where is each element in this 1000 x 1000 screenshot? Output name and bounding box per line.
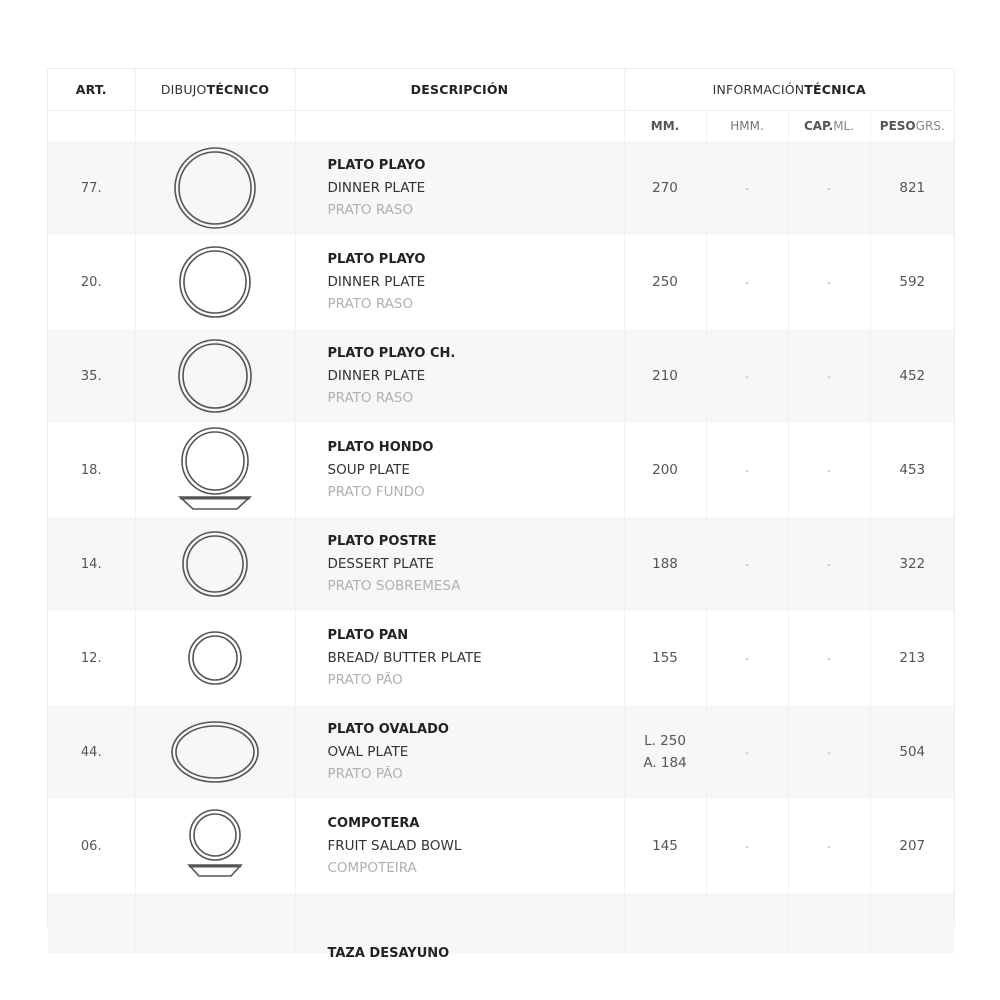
table-row	[48, 423, 954, 517]
subheader-peso-light: GRS.	[915, 119, 945, 133]
cap-value: -	[788, 235, 870, 329]
table-row	[48, 235, 954, 329]
name-english: FRUIT SALAD BOWL	[327, 838, 462, 854]
technical-drawing	[135, 799, 295, 893]
technical-drawing	[135, 611, 295, 705]
header-drawing-bold: TÉCNICO	[206, 82, 270, 97]
table-row	[48, 705, 954, 799]
name-portuguese: PRATO SOBREMESA	[327, 578, 461, 594]
name-spanish: PLATO OVALADO	[327, 722, 449, 737]
name-spanish: PLATO HONDO	[327, 440, 434, 455]
article-number: 14.	[48, 517, 135, 611]
cap-value: -	[788, 329, 870, 423]
cap-value: -	[788, 423, 870, 517]
header-tech-info	[624, 69, 954, 111]
weight-value: 452	[870, 329, 954, 423]
mm-primary: 188	[652, 556, 678, 572]
description	[295, 423, 624, 517]
article-number: 18.	[48, 423, 135, 517]
description	[295, 329, 624, 423]
mm-primary: 210	[652, 368, 678, 384]
subheader-cap-light: ML.	[833, 119, 855, 133]
hmm-value: -	[706, 799, 788, 893]
mm-value	[624, 611, 706, 705]
subheader-empty-desc	[295, 111, 624, 142]
weight-value: 453	[870, 423, 954, 517]
name-english: DINNER PLATE	[327, 274, 426, 290]
name-portuguese: PRATO RASO	[327, 390, 414, 406]
description	[295, 235, 624, 329]
header-art: ART.	[48, 69, 135, 111]
weight-value: 821	[870, 141, 954, 235]
name-english: BREAD/ BUTTER PLATE	[327, 650, 482, 666]
table-row	[48, 799, 954, 893]
name-portuguese: PRATO RASO	[327, 296, 414, 312]
cap-value: -	[788, 611, 870, 705]
product-spec-table	[47, 68, 955, 961]
oval-plate-icon	[165, 707, 265, 797]
description	[295, 705, 624, 799]
name-english: DINNER PLATE	[327, 368, 426, 384]
name-english: SOUP PLATE	[327, 462, 410, 478]
bowl-icon	[165, 801, 265, 891]
mm-value	[624, 235, 706, 329]
table-row	[48, 611, 954, 705]
name-spanish: COMPOTERA	[327, 816, 420, 831]
article-number: 06.	[48, 799, 135, 893]
technical-drawing	[135, 141, 295, 235]
article-number: 35.	[48, 329, 135, 423]
technical-drawing	[135, 329, 295, 423]
subheader-mm: MM.	[624, 111, 706, 142]
weight-value: 592	[870, 235, 954, 329]
name-english: DESSERT PLATE	[327, 556, 434, 572]
description	[295, 893, 624, 961]
description	[295, 517, 624, 611]
plate-icon	[165, 143, 265, 233]
mm-primary: 155	[652, 650, 678, 666]
hmm-value: -	[706, 611, 788, 705]
description	[295, 799, 624, 893]
name-spanish: PLATO PLAYO CH.	[327, 346, 456, 361]
mm-value	[624, 517, 706, 611]
plate-icon	[165, 613, 265, 703]
mm-primary: L. 250	[644, 733, 686, 749]
article-number: 20.	[48, 235, 135, 329]
table-row-partial	[48, 893, 954, 953]
technical-drawing	[135, 423, 295, 517]
mm-primary: 145	[652, 838, 678, 854]
article-number: 12.	[48, 611, 135, 705]
name-portuguese: PRATO PÃO	[327, 766, 403, 782]
article-number: 77.	[48, 141, 135, 235]
header-tech-info-light: INFORMACIÓN	[712, 82, 805, 97]
mm-secondary: A. 184	[643, 755, 687, 771]
weight-value: 207	[870, 799, 954, 893]
plate-icon	[165, 331, 265, 421]
table-row	[48, 141, 954, 235]
subheader-hmm: HMM.	[706, 111, 788, 142]
name-spanish: PLATO PAN	[327, 628, 409, 643]
subheader-empty-art	[48, 111, 135, 142]
header-tech-info-bold: TÉCNICA	[804, 82, 866, 97]
mm-value	[624, 329, 706, 423]
subheader-peso	[870, 111, 954, 142]
weight-value: 504	[870, 705, 954, 799]
plate-icon	[165, 237, 265, 327]
name-portuguese: PRATO RASO	[327, 202, 414, 218]
mm-value	[624, 705, 706, 799]
weight-value: 213	[870, 611, 954, 705]
cap-value: -	[788, 705, 870, 799]
mm-primary: 200	[652, 462, 678, 478]
name-portuguese: PRATO PÃO	[327, 672, 403, 688]
name-spanish: PLATO PLAYO	[327, 158, 426, 173]
hmm-value: -	[706, 141, 788, 235]
subheader-cap	[788, 111, 870, 142]
hmm-value: -	[706, 235, 788, 329]
subheader-empty-drawing	[135, 111, 295, 142]
hmm-value: -	[706, 705, 788, 799]
header-description: DESCRIPCIÓN	[295, 69, 624, 111]
cap-value: -	[788, 141, 870, 235]
weight-value: 322	[870, 517, 954, 611]
mm-primary: 270	[652, 180, 678, 196]
hmm-value: -	[706, 329, 788, 423]
description	[295, 611, 624, 705]
mm-value	[624, 141, 706, 235]
technical-drawing	[135, 705, 295, 799]
hmm-value: -	[706, 423, 788, 517]
name-spanish: PLATO PLAYO	[327, 252, 426, 267]
soup-plate-icon	[165, 425, 265, 515]
name-portuguese: PRATO FUNDO	[327, 484, 425, 500]
article-number: 44.	[48, 705, 135, 799]
subheader-cap-bold: CAP.	[803, 119, 834, 133]
name-spanish: PLATO POSTRE	[327, 534, 437, 549]
name-english: OVAL PLATE	[327, 744, 409, 760]
name-english: DINNER PLATE	[327, 180, 426, 196]
cap-value: -	[788, 517, 870, 611]
mm-value	[624, 799, 706, 893]
mm-primary: 250	[652, 274, 678, 290]
table-row	[48, 329, 954, 423]
plate-icon	[165, 519, 265, 609]
header-drawing	[135, 69, 295, 111]
name-spanish: TAZA DESAYUNO	[327, 946, 450, 961]
name-portuguese: COMPOTEIRA	[327, 860, 417, 876]
technical-drawing	[135, 517, 295, 611]
header-drawing-light: DIBUJO	[160, 82, 207, 97]
technical-drawing	[135, 235, 295, 329]
subheader-peso-bold: PESO	[879, 119, 916, 133]
description	[295, 141, 624, 235]
mm-value	[624, 423, 706, 517]
table-row	[48, 517, 954, 611]
hmm-value: -	[706, 517, 788, 611]
cap-value: -	[788, 799, 870, 893]
